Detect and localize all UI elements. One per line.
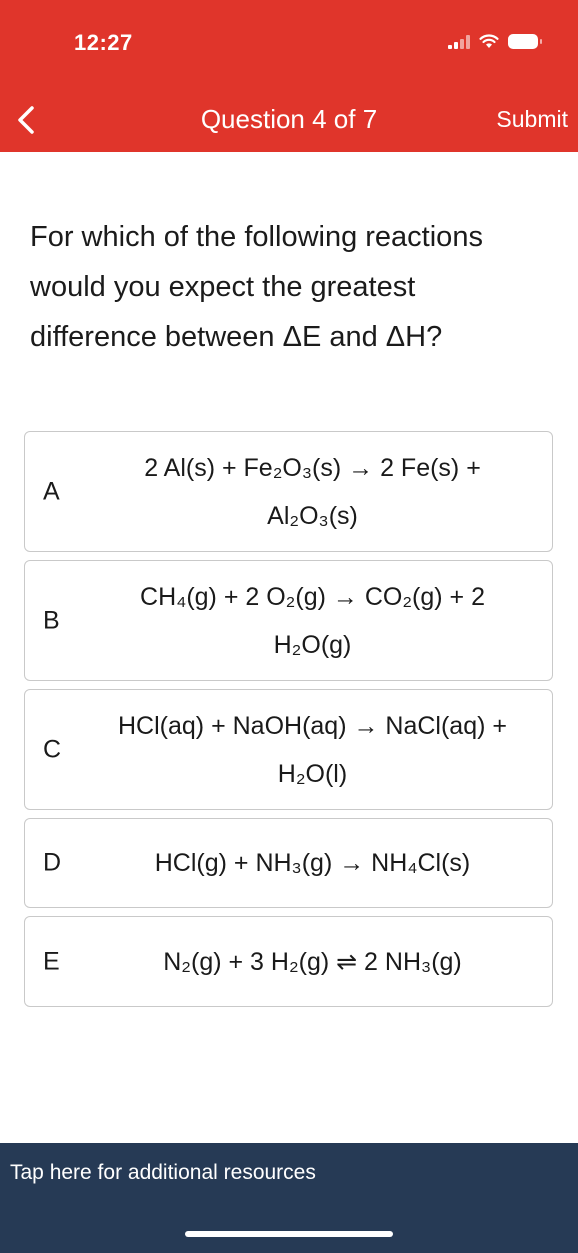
option-line: Al₂O₃(s): [267, 501, 358, 530]
option-letter: A: [43, 477, 60, 505]
home-indicator[interactable]: [185, 1231, 393, 1237]
battery-icon: [508, 34, 538, 49]
option-line: CH₄(g) + 2 O₂(g) → CO₂(g) + 2: [140, 582, 485, 611]
option-a[interactable]: [24, 431, 553, 552]
option-e[interactable]: [24, 916, 553, 1007]
status-time: 12:27: [74, 30, 133, 55]
submit-button[interactable]: Submit: [496, 106, 568, 132]
option-letter: E: [43, 947, 60, 975]
option-c[interactable]: [24, 689, 553, 810]
cell-signal-icon: [448, 35, 470, 49]
option-d[interactable]: [24, 818, 553, 908]
page-title: Question 4 of 7: [200, 104, 378, 134]
additional-resources-link[interactable]: Tap here for additional resources: [10, 1161, 316, 1184]
option-line: HCl(g) + NH₃(g) → NH₄Cl(s): [154, 849, 471, 877]
option-text: [85, 444, 540, 540]
option-letter: B: [43, 606, 60, 634]
option-line: HCl(aq) + NaOH(aq) → NaCl(aq) +: [118, 711, 507, 740]
option-letter: C: [43, 735, 62, 763]
option-text: [85, 938, 540, 986]
footer-bar: [0, 1143, 578, 1253]
option-line: N₂(g) + 3 H₂(g) ⇌ 2 NH₃(g): [163, 947, 462, 976]
option-line: H₂O(g): [273, 630, 352, 659]
question-text: For which of the following reactions would you expect the greatest difference between ΔE and ΔH?: [30, 221, 483, 353]
status-icons: [448, 33, 538, 49]
option-line: H₂O(l): [277, 759, 348, 788]
option-line: 2 Al(s) + Fe₂O₃(s) → 2 Fe(s) +: [144, 453, 481, 482]
option-b[interactable]: [24, 560, 553, 681]
option-text: [85, 702, 540, 798]
wifi-icon: [478, 33, 500, 49]
option-text: [85, 573, 540, 669]
option-text: [85, 839, 540, 887]
option-letter: D: [43, 848, 62, 877]
header-bar: [0, 0, 578, 152]
